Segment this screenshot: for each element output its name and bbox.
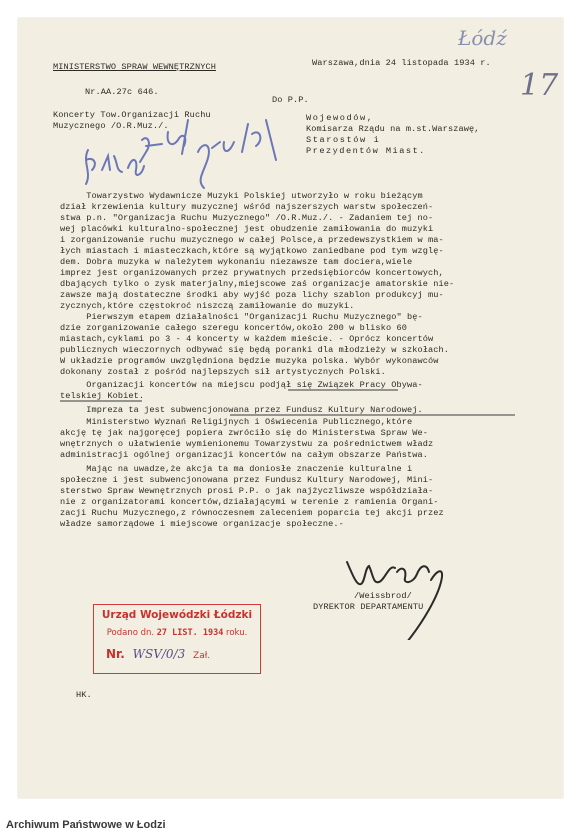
ministry-heading: MINISTERSTWO SPRAW WEWNĘTRZNYCH (53, 62, 216, 72)
signatory-title: DYREKTOR DEPARTAMENTU (313, 602, 424, 612)
stamp-received-suffix: roku. (226, 628, 248, 638)
handwritten-city-note: Łódź (458, 26, 507, 50)
body-line: dział krzewienia kultury muzycznej wśród najszerszych warstw społeczeń- (60, 202, 434, 212)
stamp-number-row (106, 647, 210, 661)
handwritten-page-number: 17 (520, 68, 559, 103)
body-line: Ministerstwo Wyznań Religijnych i Oświecenia Publicznego,które (60, 417, 413, 427)
addressee-line: Prezydentów Miast. (306, 146, 426, 156)
addressee-line: Komisarza Rządu na m.st.Warszawę, (306, 124, 480, 134)
body-line: publicznych wieczornych odbywać się będą poranki dla młodzieży w szkołach. (60, 345, 450, 355)
body-line: stwa p.n. "Organizacja Ruchu Muzycznego" /O.R.Muz./. - Zadaniem tej no- (60, 213, 434, 223)
addressee-line: Wojewodów, (306, 113, 374, 123)
body-line: Impreza ta jest subwencjonowana przez Fundusz Kultury Narodowej. (60, 405, 423, 415)
body-line: administracji ogólnej organizacji koncertów na całym obszarze Państwa. (60, 450, 428, 460)
body-line: Mając na uwadze,że akcja ta ma doniosłe znaczenie kulturalne i (60, 464, 413, 474)
stamp-nr-value: WSV/0/3 (132, 647, 186, 661)
body-line: dbających tylko o zysk materjalny,miejscowe zaś organizacje amatorskie nie- (60, 279, 455, 289)
body-line: Pierwszym etapem działalności "Organizacji Ruchu Muzycznego" bę- (60, 312, 423, 322)
body-line: telskiej Kobiet. (60, 391, 145, 401)
body-line: wej placówki kulturalno-społecznej jest obudzenie zamiłowania do muzyki (60, 224, 434, 234)
initials: HK. (76, 690, 92, 700)
to-label: Do P.P. (272, 95, 309, 105)
stamp-office: Urząd Wojewódzki Łódzki (101, 609, 253, 621)
subject-line-1: Koncerty Tow.Organizacji Ruchu (53, 110, 211, 120)
place-date: Warszawa,dnia 24 listopada 1934 r. (312, 58, 491, 68)
body-line: dokonany został z pośród najlepszych sił artystycznych Polski. (60, 367, 386, 377)
pencil-underline-icon (60, 388, 530, 418)
archive-name: Archiwum Państwowe w Łodzi (6, 819, 166, 831)
body-line: i zorganizowanie ruchu muzycznego w całej Polsce,a przedewszystkiem w ma- (60, 235, 444, 245)
body-line: nie z organizatorami koncertów,działającymi w terenie z ramienia Organi- (60, 497, 439, 507)
body-line: imprez jest organizowanych przez prywatnych przedsiębiorców koncertowych, (60, 268, 444, 278)
body-line: wnętrznych o ułatwienie wymienionemu Towarzystwu za pośrednictwem władz (60, 439, 434, 449)
body-line: Organizacji koncertów na miejscu podjął się Związek Pracy Obywa- (60, 380, 423, 390)
addressee-line: Starostów i (306, 135, 381, 145)
archive-footer (0, 814, 580, 840)
body-line: dzie zorganizowanie całego szeregu koncertów,około 200 w blisko 60 (60, 323, 407, 333)
body-line: akcję tę jak najgoręcej popiera zwróciło się do Ministerstwa Spraw We- (60, 428, 428, 438)
body-line: zycznych,które częstokroć niszczą zamiłowanie do muzyki. (60, 301, 355, 311)
body-line: W układzie programów uwzględniona będzie muzyka polska. Wybór wykonawców (60, 356, 439, 366)
handwritten-scribble-icon (80, 112, 290, 197)
body-line: zawsze mają dostateczne środki aby wyjść poza lichy szablon produkcyj mu- (60, 290, 444, 300)
body-line: władze samorządowe i miejscowe organizacje społeczne.- (60, 519, 344, 529)
stamp-received-row (94, 628, 260, 638)
body-line: społeczne i jest subwencjonowana przez Fundusz Kultury Narodowej, Mini- (60, 475, 434, 485)
subject-line-2: Muzycznego /O.R.Muz./. (53, 121, 169, 131)
body-line: dem. Dobra muzyka w należytem wykonaniu niezawsze tam dociera,wiele (60, 257, 413, 267)
stamp-received-date: 27 LIST. 1934 (156, 628, 224, 638)
body-line: łych miastach i miasteczkach,które są wyjątkowo zaniedbane pod tym wzglę- (60, 246, 444, 256)
stamp-nr-label: Nr. (106, 647, 125, 661)
reference-number: Nr.AA.27c 646. (85, 87, 159, 97)
stamp-received-label: Podano dn. (106, 628, 155, 638)
body-line: sterstwo Spraw Wewnętrznych prosi P.P. o jak najżyczliwsze współdziała- (60, 486, 434, 496)
body-line: miastach,cyklami po 3 - 4 koncerty w każdem mieście. - Oprócz koncertów (60, 334, 434, 344)
body-line: zacji Ruchu Muzycznego,z równoczesnem zaleceniem poparcia tej akcji przez (60, 508, 444, 518)
stamp-attachments: Zał. (193, 651, 211, 661)
signatory-name: /Weissbrod/ (354, 591, 412, 601)
registry-stamp (93, 604, 261, 674)
body-line: Towarzystwo Wydawnicze Muzyki Polskiej utworzyło w roku bieżącym (60, 191, 423, 201)
